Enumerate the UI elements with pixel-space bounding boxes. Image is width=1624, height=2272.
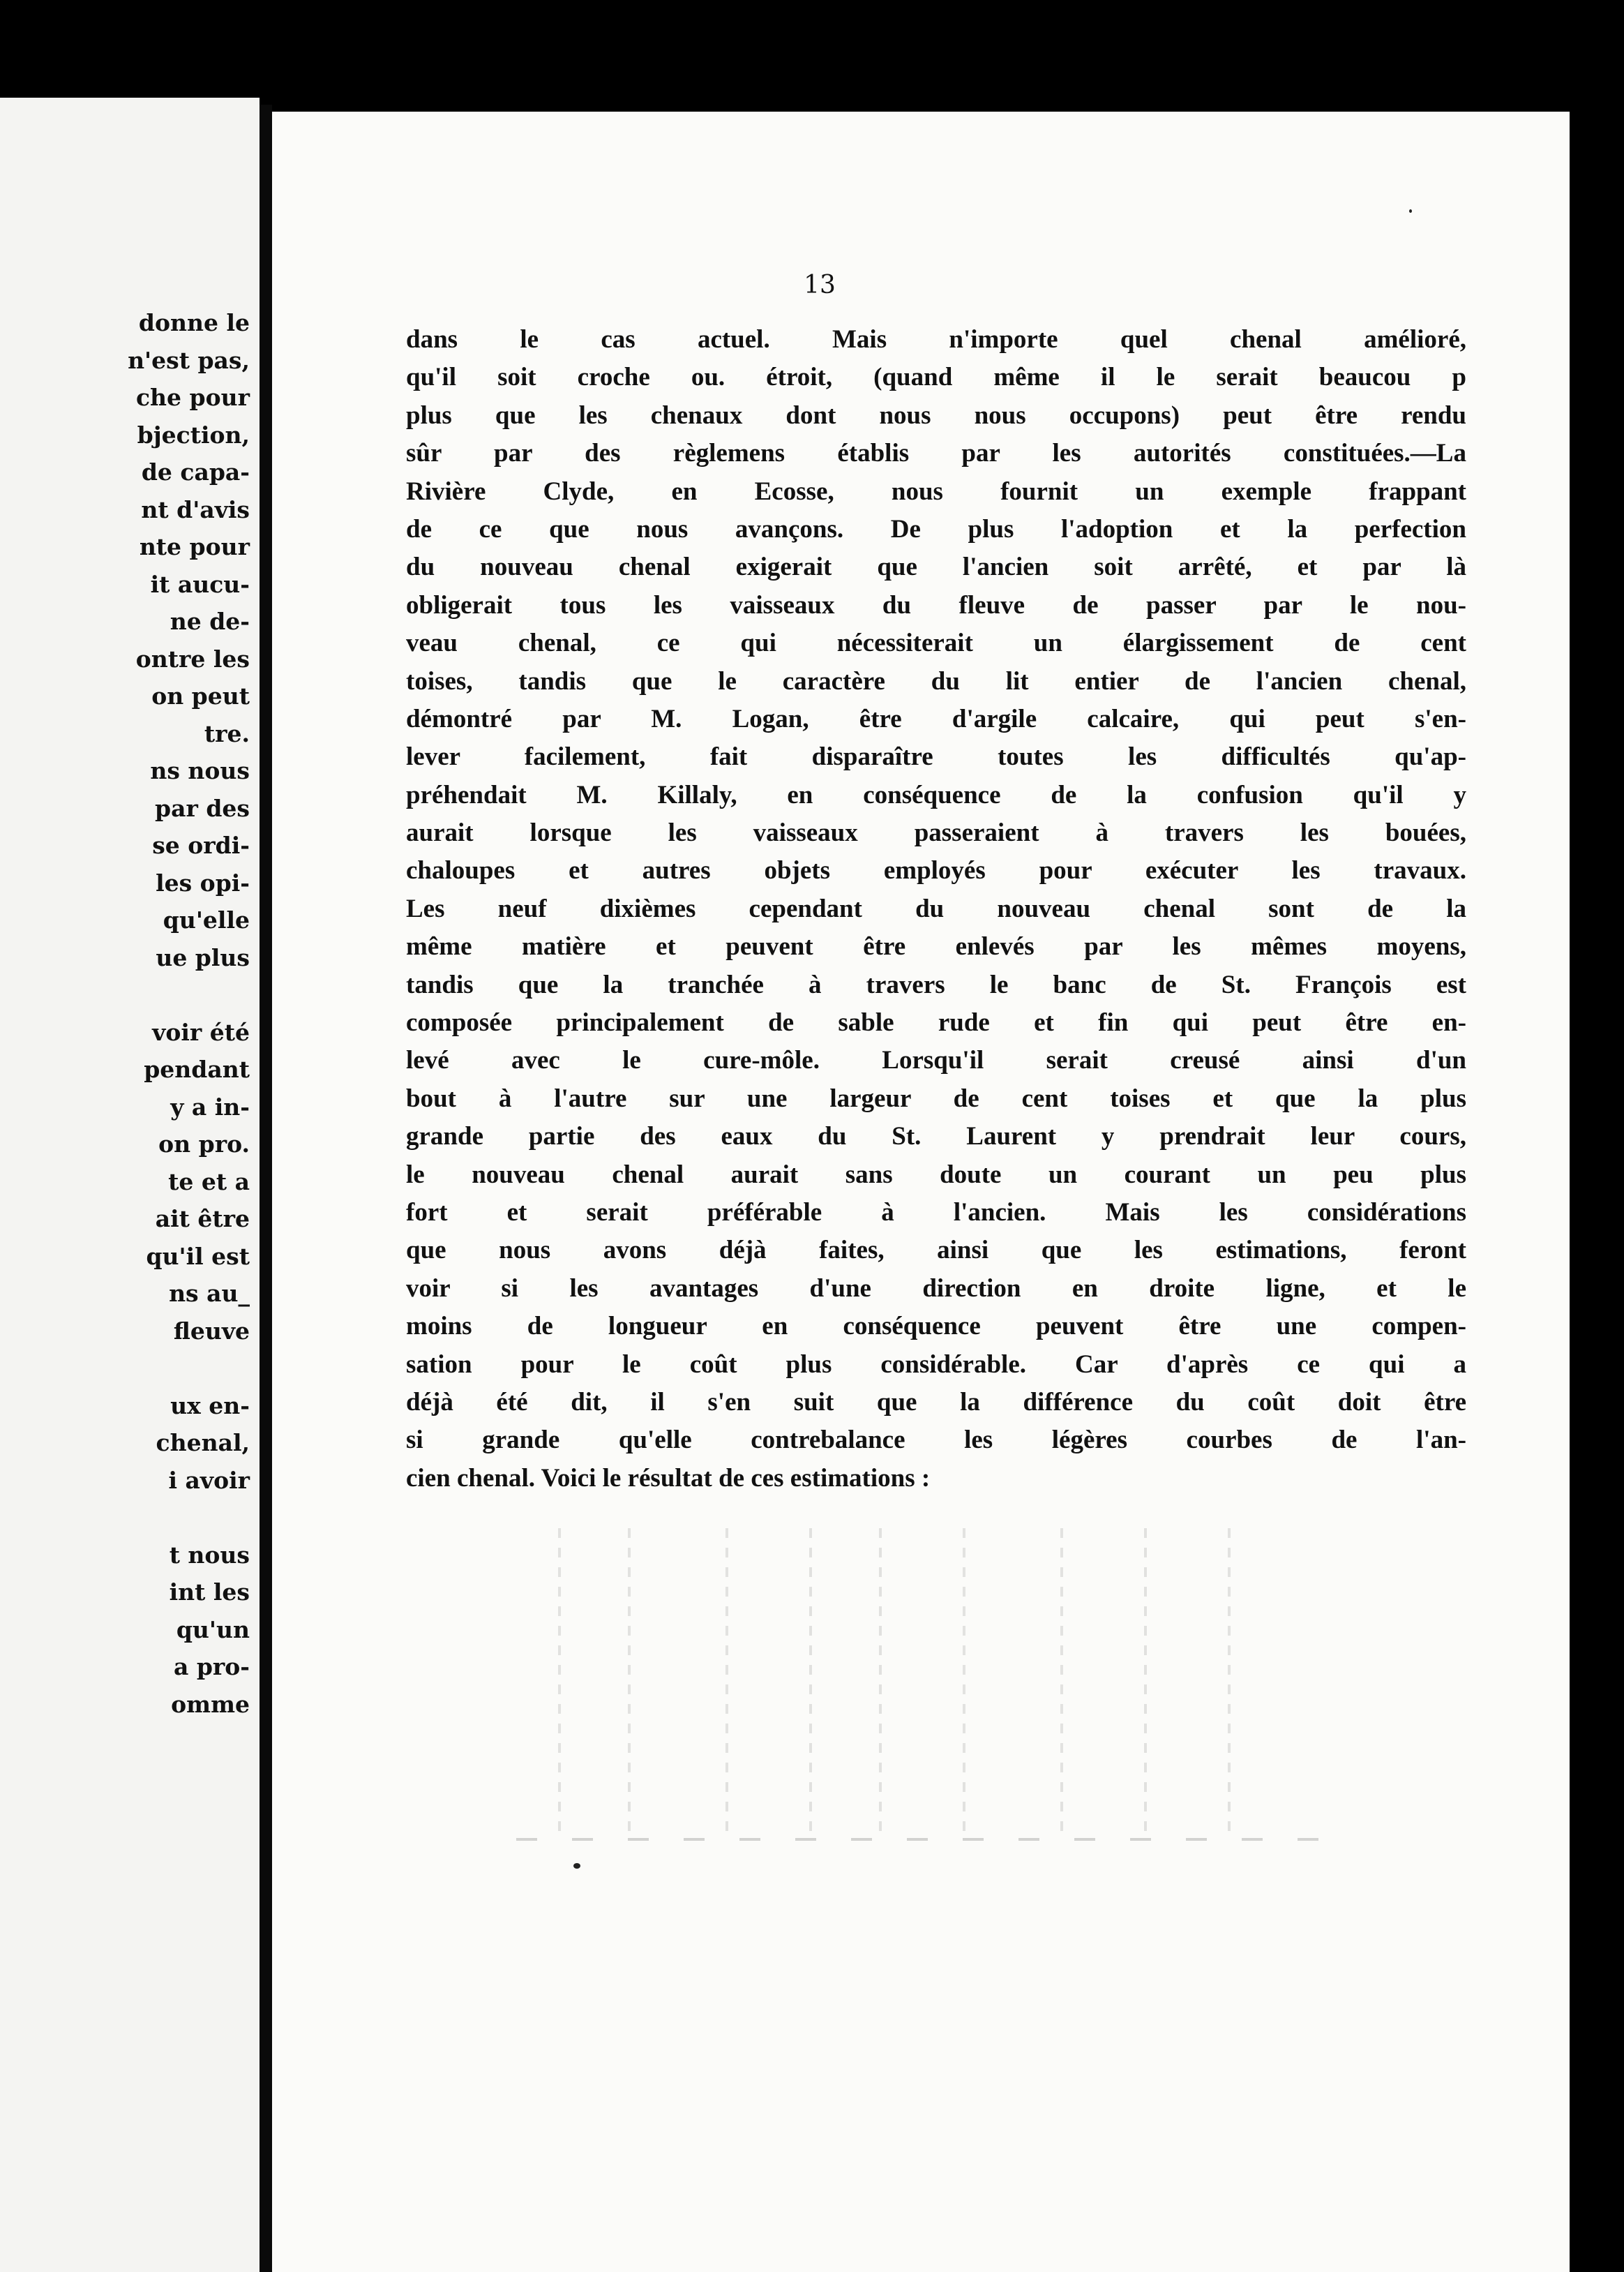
left-line: y a in- <box>170 1093 250 1121</box>
text-line: obligerait tous les vaisseaux du fleuve de passer par le nou- <box>406 590 1466 620</box>
left-facing-page <box>0 98 260 2272</box>
ink-speck <box>1409 209 1412 213</box>
right-page <box>272 112 1570 2272</box>
left-line: bjection, <box>137 421 250 449</box>
left-line: t nous <box>169 1541 250 1569</box>
text-line: si grande qu'elle contrebalance les légères courbes de l'an- <box>406 1426 1466 1455</box>
text-line: sûr par des règlemens établis par les autorités constituées.—La <box>406 439 1466 468</box>
text-line: bout à l'autre sur une largeur de cent toises et que la plus <box>406 1084 1466 1113</box>
left-line <box>0 1499 250 1537</box>
text-line: plus que les chenaux dont nous nous occupons) peut être rendu <box>406 401 1466 430</box>
left-line: pendant <box>144 1056 250 1083</box>
text-line: même matière et peuvent être enlevés par les mêmes moyens, <box>406 932 1466 962</box>
body-paragraph <box>406 321 1466 1497</box>
left-line: che pour <box>135 384 250 411</box>
left-line: a pro- <box>173 1653 250 1680</box>
text-line: cien chenal. Voici le résultat de ces estimations : <box>406 1463 931 1493</box>
left-line: qu'un <box>176 1615 250 1643</box>
text-line: de ce que nous avançons. De plus l'adoption et la perfection <box>406 514 1466 544</box>
left-line: on peut <box>151 682 250 710</box>
left-line: chenal, <box>156 1429 250 1456</box>
text-line: qu'il soit croche ou. étroit, (quand même il le serait beaucou p <box>406 363 1466 392</box>
left-line: ne de- <box>170 608 250 635</box>
left-line: nte pour <box>139 533 250 560</box>
text-line: du nouveau chenal exigerait que l'ancien soit arrêté, et par là <box>406 553 1466 582</box>
text-line: moins de longueur en conséquence peuvent être une compen- <box>406 1312 1466 1341</box>
text-line: sation pour le coût plus considérable. Car d'après ce qui a <box>406 1350 1466 1379</box>
text-line: lever facilement, fait disparaître toutes les difficultés qu'ap- <box>406 742 1466 772</box>
ink-speck <box>573 1863 580 1869</box>
text-line: Rivière Clyde, en Ecosse, nous fournit un exemple frappant <box>406 477 1466 506</box>
text-line: composée principalement de sable rude et fin qui peut être en- <box>406 1008 1466 1038</box>
text-line: tandis que la tranchée à travers le banc de St. François est <box>406 970 1466 999</box>
left-line: ontre les <box>135 645 250 673</box>
text-line: voir si les avantages d'une direction en droite ligne, et le <box>406 1273 1466 1303</box>
book-spine-gutter <box>260 105 272 2272</box>
left-line: te et a <box>168 1167 250 1195</box>
left-line: qu'il est <box>146 1242 250 1270</box>
left-line: ux en- <box>170 1391 250 1419</box>
left-line: ait être <box>155 1205 250 1232</box>
left-line: fleuve <box>173 1317 250 1345</box>
left-line: int les <box>169 1578 250 1606</box>
left-line: se ordi- <box>152 832 250 859</box>
left-line: par des <box>155 794 250 822</box>
left-line: it aucu- <box>150 570 250 598</box>
left-line: les opi- <box>156 869 250 897</box>
text-line: fort et serait préférable à l'ancien. Mais les considérations <box>406 1197 1466 1227</box>
text-line: démontré par M. Logan, être d'argile calcaire, qui peut s'en- <box>406 704 1466 733</box>
left-line: omme <box>171 1690 250 1718</box>
left-line: qu'elle <box>163 906 250 934</box>
text-line: que nous avons déjà faites, ainsi que les estimations, feront <box>406 1236 1466 1265</box>
left-line: donne le <box>138 309 250 336</box>
text-line: aurait lorsque les vaisseaux passeraient à travers les bouées, <box>406 819 1466 848</box>
text-line: chaloupes et autres objets employés pour exécuter les travaux. <box>406 856 1466 885</box>
text-line: veau chenal, ce qui nécessiterait un élargissement de cent <box>406 629 1466 658</box>
left-line <box>0 976 250 1014</box>
text-line: préhendait M. Killaly, en conséquence de la confusion qu'il y <box>406 780 1466 809</box>
text-line: déjà été dit, il s'en suit que la différence du coût doit être <box>406 1387 1466 1417</box>
show-through-table <box>516 1528 1318 1849</box>
text-line: grande partie des eaux du St. Laurent y prendrait leur cours, <box>406 1122 1466 1151</box>
left-line: i avoir <box>168 1466 250 1494</box>
page-number: 13 <box>804 271 836 299</box>
left-line: nt d'avis <box>141 495 250 523</box>
left-line: n'est pas, <box>128 346 250 374</box>
left-line: ue plus <box>156 943 250 971</box>
left-line: on pro. <box>158 1130 250 1158</box>
left-line: de capa- <box>141 458 250 486</box>
text-line: le nouveau chenal aurait sans doute un courant un peu plus <box>406 1160 1466 1189</box>
text-line: levé avec le cure-môle. Lorsqu'il serait creusé ainsi d'un <box>406 1046 1466 1075</box>
left-line: tre. <box>204 719 250 747</box>
left-line <box>0 1350 250 1387</box>
left-page-text <box>0 304 250 1723</box>
text-line: dans le cas actuel. Mais n'importe quel chenal amélioré, <box>406 325 1466 354</box>
text-line: Les neuf dixièmes cependant du nouveau chenal sont de la <box>406 894 1466 923</box>
text-line: toises, tandis que le caractère du lit entier de l'ancien chenal, <box>406 666 1466 696</box>
left-line: ns nous <box>150 757 250 784</box>
left-line: ns au_ <box>169 1280 250 1307</box>
left-line: voir été <box>152 1018 250 1046</box>
